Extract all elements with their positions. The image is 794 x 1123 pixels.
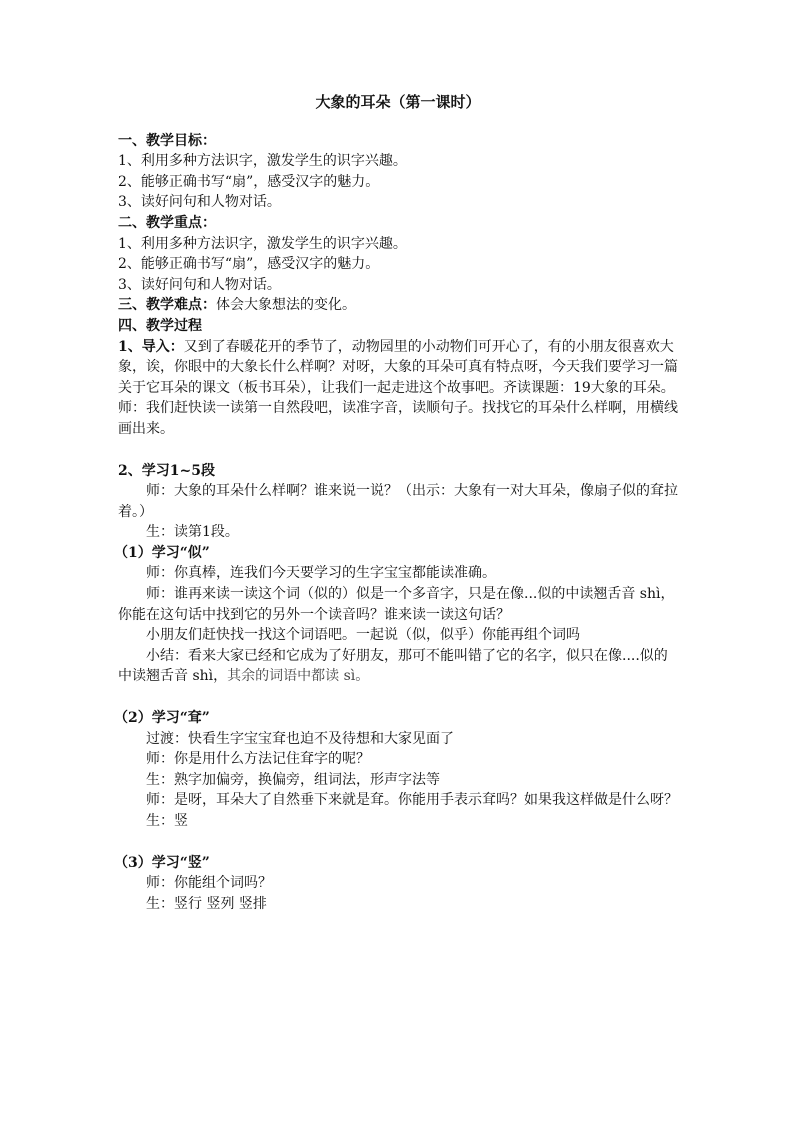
sub-heading-shu: （3）学习“竖” [114, 854, 210, 871]
section-heading-goals: 一、教学目标： [118, 132, 216, 149]
difficulty-text: 体会大象想法的变化。 [216, 297, 356, 314]
section-heading-key-points: 二、教学重点： [118, 214, 216, 231]
learn-paragraph: 师：大象的耳朵什么样啊？谁来说一说？（出示：大象有一对大耳朵，像扇子似的耷拉着。） [118, 483, 678, 520]
goal-item: 3、读好问句和人物对话。 [118, 194, 281, 211]
sub1-summary-b: 其余的词语中都读 sì。 [227, 668, 370, 685]
key-point-item: 1、利用多种方法识字，激发学生的识字兴趣。 [118, 235, 407, 252]
difficulty-line [118, 295, 678, 316]
learn-paragraph: 生：读第1段。 [146, 524, 239, 541]
sub2-line: 生：竖 [146, 813, 188, 829]
sub1-summary-a: 小结：看来大家已经和它成为了好朋友，那可不能叫错了它的名字，似只在像....似的中读翘舌音 shì， [118, 647, 668, 685]
learn-heading: 2、学习1~5段 [118, 462, 215, 479]
sub-heading-si: （1）学习“似” [114, 544, 210, 561]
sub3-line: 生：竖行 竖列 竖排 [146, 895, 267, 912]
key-point-item: 2、能够正确书写“扇”，感受汉字的魅力。 [118, 256, 380, 273]
page-title: 大象的耳朵（第一课时） [315, 93, 481, 111]
goal-item: 1、利用多种方法识字，激发学生的识字兴趣。 [118, 153, 407, 170]
sub3-line: 师：你能组个词吗？ [146, 875, 272, 892]
section-heading-difficulty: 三、教学难点： [118, 297, 216, 314]
sub1-line: 小朋友们赶快找一找这个词语吧。一起说（似，似乎）你能再组个词吗 [146, 627, 580, 644]
intro-paragraph [118, 337, 678, 399]
section-heading-process: 四、教学过程 [118, 317, 202, 334]
sub-heading-da: （2）学习“耷” [114, 710, 210, 727]
key-point-item: 3、读好问句和人物对话。 [118, 276, 281, 293]
sub1-line: 师：谁再来读一读这个词（似的）似是一个多音字，只是在像...似的中读翘舌音 shì，你能在这句话中找到它的另外一个读音吗？谁来读一读这句话？ [118, 586, 675, 623]
sub2-line: 生：熟字加偏旁，换偏旁，组词法，形声字法等 [146, 771, 440, 788]
sub2-line: 过渡：快看生字宝宝耷也迫不及待想和大家见面了 [146, 730, 454, 747]
goal-item: 2、能够正确书写“扇”，感受汉字的魅力。 [118, 173, 380, 190]
sub2-line: 师：是呀，耳朵大了自然垂下来就是耷。你能用手表示耷吗？如果我这样做是什么呀？ [146, 792, 678, 809]
sub2-line: 师：你是用什么方法记住耷字的呢？ [146, 751, 370, 768]
sub1-summary [118, 646, 678, 687]
intro-paragraph-2: 师：我们赶快读一读第一自然段吧，读准字音，读顺句子。找找它的耳朵什么样啊，用横线画出来。 [118, 400, 678, 437]
intro-label: 1、导入： [118, 338, 184, 355]
sub1-line: 师：你真棒，连我们今天要学习的生字宝宝都能读准确。 [146, 565, 496, 582]
intro-text: 又到了春暖花开的季节了，动物园里的小动物们可开心了，有的小朋友很喜欢大象，诶，你眼中的大象长什么样啊？对呀，大象的耳朵可真有特点呀，今天我们要学习一篇关于它耳朵的课文（板书耳朵），让我们一起走进这个故事吧。齐读课题：19大象的耳朵。 [118, 338, 678, 396]
document-page [114, 92, 678, 914]
